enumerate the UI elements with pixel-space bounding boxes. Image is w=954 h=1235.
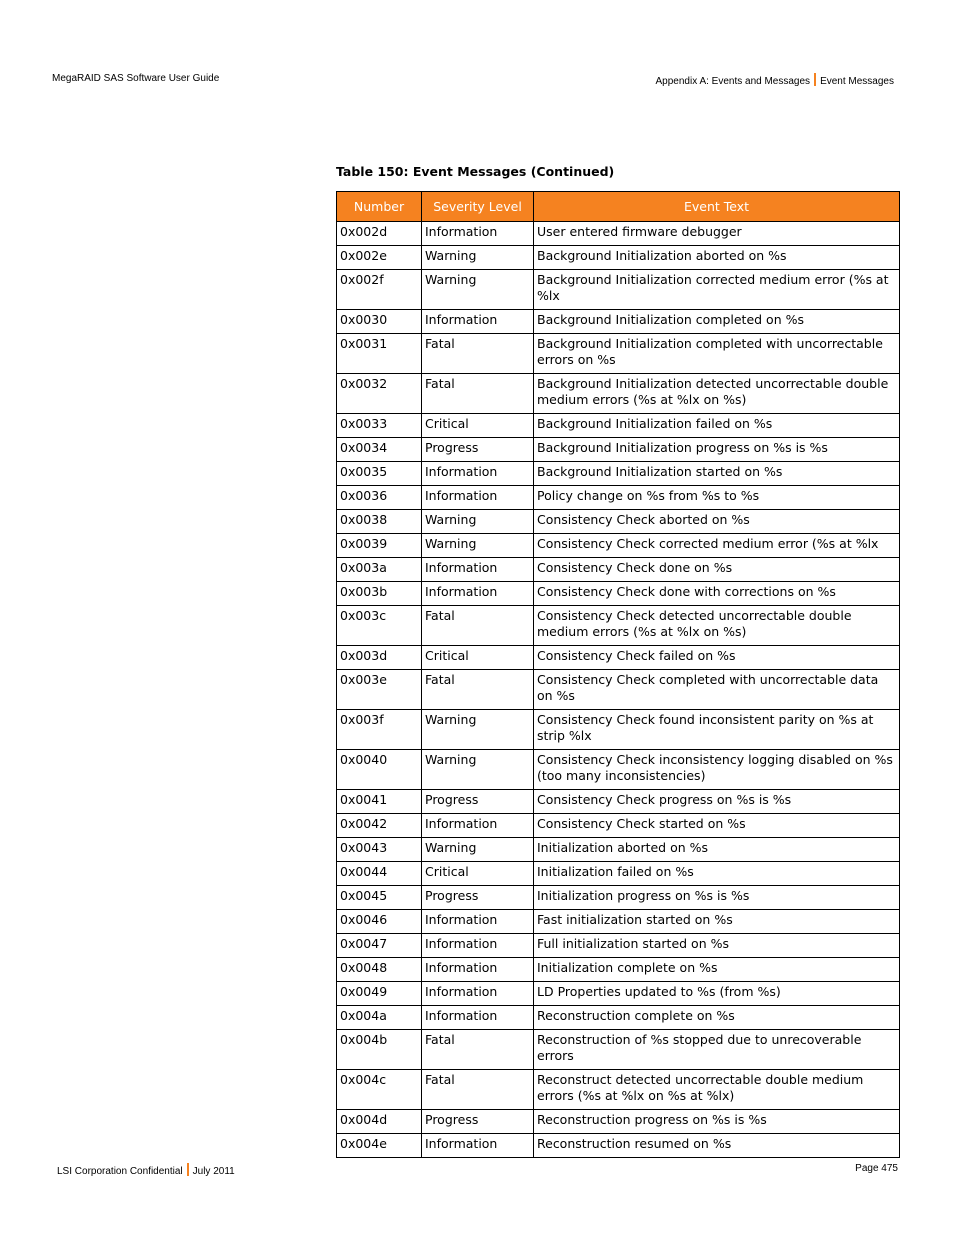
- cell-severity: Information: [422, 934, 534, 958]
- table-row: [337, 934, 900, 958]
- table-row: [337, 1070, 900, 1110]
- cell-number: 0x0049: [337, 982, 422, 1006]
- cell-number: 0x004b: [337, 1030, 422, 1070]
- cell-number: 0x004a: [337, 1006, 422, 1030]
- header-subsection-label: Event Messages: [820, 76, 894, 87]
- cell-event-text: Consistency Check completed with uncorrectable data on %s: [534, 670, 900, 710]
- cell-event-text: Reconstruction of %s stopped due to unrecoverable errors: [534, 1030, 900, 1070]
- cell-event-text: Consistency Check started on %s: [534, 814, 900, 838]
- table-row: [337, 270, 900, 310]
- cell-severity: Information: [422, 222, 534, 246]
- table-row: [337, 334, 900, 374]
- table-row: [337, 510, 900, 534]
- cell-severity: Warning: [422, 246, 534, 270]
- table-row: [337, 374, 900, 414]
- cell-severity: Warning: [422, 750, 534, 790]
- table-row: [337, 534, 900, 558]
- header-section-label: Appendix A: Events and Messages: [655, 76, 811, 87]
- cell-severity: Fatal: [422, 374, 534, 414]
- cell-number: 0x002d: [337, 222, 422, 246]
- table-row: [337, 886, 900, 910]
- table-row: [337, 790, 900, 814]
- table-row: [337, 246, 900, 270]
- table-row: [337, 1110, 900, 1134]
- cell-number: 0x0038: [337, 510, 422, 534]
- table-row: [337, 710, 900, 750]
- cell-event-text: User entered firmware debugger: [534, 222, 900, 246]
- table-row: [337, 862, 900, 886]
- cell-severity: Warning: [422, 710, 534, 750]
- table-row: [337, 1030, 900, 1070]
- cell-number: 0x0036: [337, 486, 422, 510]
- cell-number: 0x0030: [337, 310, 422, 334]
- footer-left: [57, 1163, 235, 1177]
- cell-event-text: Background Initialization aborted on %s: [534, 246, 900, 270]
- cell-number: 0x0032: [337, 374, 422, 414]
- event-messages-table: [336, 191, 900, 1158]
- table-title: Table 150: Event Messages (Continued): [336, 164, 615, 179]
- cell-event-text: Reconstruction complete on %s: [534, 1006, 900, 1030]
- cell-event-text: Background Initialization detected uncorrectable double medium errors (%s at %lx on %s): [534, 374, 900, 414]
- cell-number: 0x0034: [337, 438, 422, 462]
- cell-number: 0x003c: [337, 606, 422, 646]
- footer-separator: [187, 1163, 189, 1176]
- cell-event-text: Background Initialization started on %s: [534, 462, 900, 486]
- cell-severity: Information: [422, 814, 534, 838]
- cell-severity: Fatal: [422, 670, 534, 710]
- cell-severity: Fatal: [422, 334, 534, 374]
- running-header-title: MegaRAID SAS Software User Guide: [52, 73, 220, 84]
- cell-event-text: Fast initialization started on %s: [534, 910, 900, 934]
- table-row: [337, 1134, 900, 1158]
- cell-severity: Warning: [422, 534, 534, 558]
- cell-event-text: Consistency Check progress on %s is %s: [534, 790, 900, 814]
- cell-severity: Information: [422, 982, 534, 1006]
- table-header-row: [337, 192, 900, 222]
- cell-severity: Information: [422, 582, 534, 606]
- cell-event-text: Consistency Check inconsistency logging disabled on %s (too many inconsistencies): [534, 750, 900, 790]
- table-row: [337, 910, 900, 934]
- cell-number: 0x0046: [337, 910, 422, 934]
- cell-event-text: Policy change on %s from %s to %s: [534, 486, 900, 510]
- running-header-section: [656, 73, 894, 87]
- cell-severity: Progress: [422, 1110, 534, 1134]
- table-row: [337, 1006, 900, 1030]
- cell-severity: Information: [422, 1006, 534, 1030]
- cell-event-text: Consistency Check aborted on %s: [534, 510, 900, 534]
- column-header-severity: Severity Level: [422, 192, 534, 222]
- cell-number: 0x0043: [337, 838, 422, 862]
- table-row: [337, 670, 900, 710]
- cell-event-text: Consistency Check failed on %s: [534, 646, 900, 670]
- cell-severity: Fatal: [422, 1030, 534, 1070]
- cell-number: 0x003f: [337, 710, 422, 750]
- table-row: [337, 606, 900, 646]
- cell-number: 0x003b: [337, 582, 422, 606]
- cell-event-text: Consistency Check done on %s: [534, 558, 900, 582]
- table-row: [337, 750, 900, 790]
- table-row: [337, 222, 900, 246]
- cell-number: 0x003d: [337, 646, 422, 670]
- table-row: [337, 438, 900, 462]
- table-row: [337, 310, 900, 334]
- cell-event-text: Consistency Check done with corrections on %s: [534, 582, 900, 606]
- footer-company: LSI Corporation Confidential: [57, 1166, 183, 1177]
- cell-event-text: Initialization complete on %s: [534, 958, 900, 982]
- cell-severity: Critical: [422, 414, 534, 438]
- cell-number: 0x0044: [337, 862, 422, 886]
- cell-event-text: Reconstruction resumed on %s: [534, 1134, 900, 1158]
- cell-severity: Progress: [422, 790, 534, 814]
- cell-event-text: Consistency Check found inconsistent parity on %s at strip %lx: [534, 710, 900, 750]
- cell-severity: Fatal: [422, 606, 534, 646]
- cell-severity: Progress: [422, 438, 534, 462]
- cell-severity: Information: [422, 1134, 534, 1158]
- table-row: [337, 646, 900, 670]
- cell-severity: Progress: [422, 886, 534, 910]
- cell-event-text: LD Properties updated to %s (from %s): [534, 982, 900, 1006]
- cell-number: 0x003e: [337, 670, 422, 710]
- cell-event-text: Background Initialization failed on %s: [534, 414, 900, 438]
- cell-number: 0x0033: [337, 414, 422, 438]
- header-separator: [814, 73, 816, 86]
- cell-number: 0x004d: [337, 1110, 422, 1134]
- cell-number: 0x0040: [337, 750, 422, 790]
- table-row: [337, 958, 900, 982]
- cell-event-text: Initialization progress on %s is %s: [534, 886, 900, 910]
- cell-event-text: Background Initialization corrected medium error (%s at %lx: [534, 270, 900, 310]
- cell-severity: Information: [422, 486, 534, 510]
- cell-event-text: Background Initialization completed with uncorrectable errors on %s: [534, 334, 900, 374]
- cell-number: 0x002f: [337, 270, 422, 310]
- table-row: [337, 838, 900, 862]
- cell-severity: Fatal: [422, 1070, 534, 1110]
- table-row: [337, 582, 900, 606]
- cell-severity: Information: [422, 462, 534, 486]
- table-row: [337, 486, 900, 510]
- cell-number: 0x0041: [337, 790, 422, 814]
- cell-event-text: Initialization failed on %s: [534, 862, 900, 886]
- table-row: [337, 982, 900, 1006]
- cell-number: 0x0047: [337, 934, 422, 958]
- cell-number: 0x002e: [337, 246, 422, 270]
- cell-severity: Critical: [422, 646, 534, 670]
- cell-number: 0x0039: [337, 534, 422, 558]
- table-row: [337, 414, 900, 438]
- cell-event-text: Background Initialization completed on %s: [534, 310, 900, 334]
- table-row: [337, 814, 900, 838]
- cell-number: 0x0042: [337, 814, 422, 838]
- cell-number: 0x003a: [337, 558, 422, 582]
- cell-event-text: Consistency Check detected uncorrectable double medium errors (%s at %lx on %s): [534, 606, 900, 646]
- cell-event-text: Initialization aborted on %s: [534, 838, 900, 862]
- cell-severity: Information: [422, 958, 534, 982]
- table-row: [337, 462, 900, 486]
- cell-event-text: Reconstruct detected uncorrectable double medium errors (%s at %lx on %s at %lx): [534, 1070, 900, 1110]
- cell-severity: Warning: [422, 510, 534, 534]
- cell-event-text: Background Initialization progress on %s is %s: [534, 438, 900, 462]
- cell-event-text: Reconstruction progress on %s is %s: [534, 1110, 900, 1134]
- footer-date: July 2011: [192, 1166, 235, 1177]
- cell-severity: Critical: [422, 862, 534, 886]
- cell-severity: Information: [422, 310, 534, 334]
- page-number: Page 475: [855, 1163, 898, 1174]
- cell-number: 0x004c: [337, 1070, 422, 1110]
- cell-number: 0x0031: [337, 334, 422, 374]
- cell-severity: Warning: [422, 270, 534, 310]
- cell-severity: Information: [422, 910, 534, 934]
- cell-event-text: Consistency Check corrected medium error (%s at %lx: [534, 534, 900, 558]
- cell-severity: Warning: [422, 838, 534, 862]
- column-header-number: Number: [337, 192, 422, 222]
- cell-number: 0x0045: [337, 886, 422, 910]
- column-header-event-text: Event Text: [534, 192, 900, 222]
- table-row: [337, 558, 900, 582]
- cell-severity: Information: [422, 558, 534, 582]
- cell-event-text: Full initialization started on %s: [534, 934, 900, 958]
- cell-number: 0x004e: [337, 1134, 422, 1158]
- cell-number: 0x0048: [337, 958, 422, 982]
- cell-number: 0x0035: [337, 462, 422, 486]
